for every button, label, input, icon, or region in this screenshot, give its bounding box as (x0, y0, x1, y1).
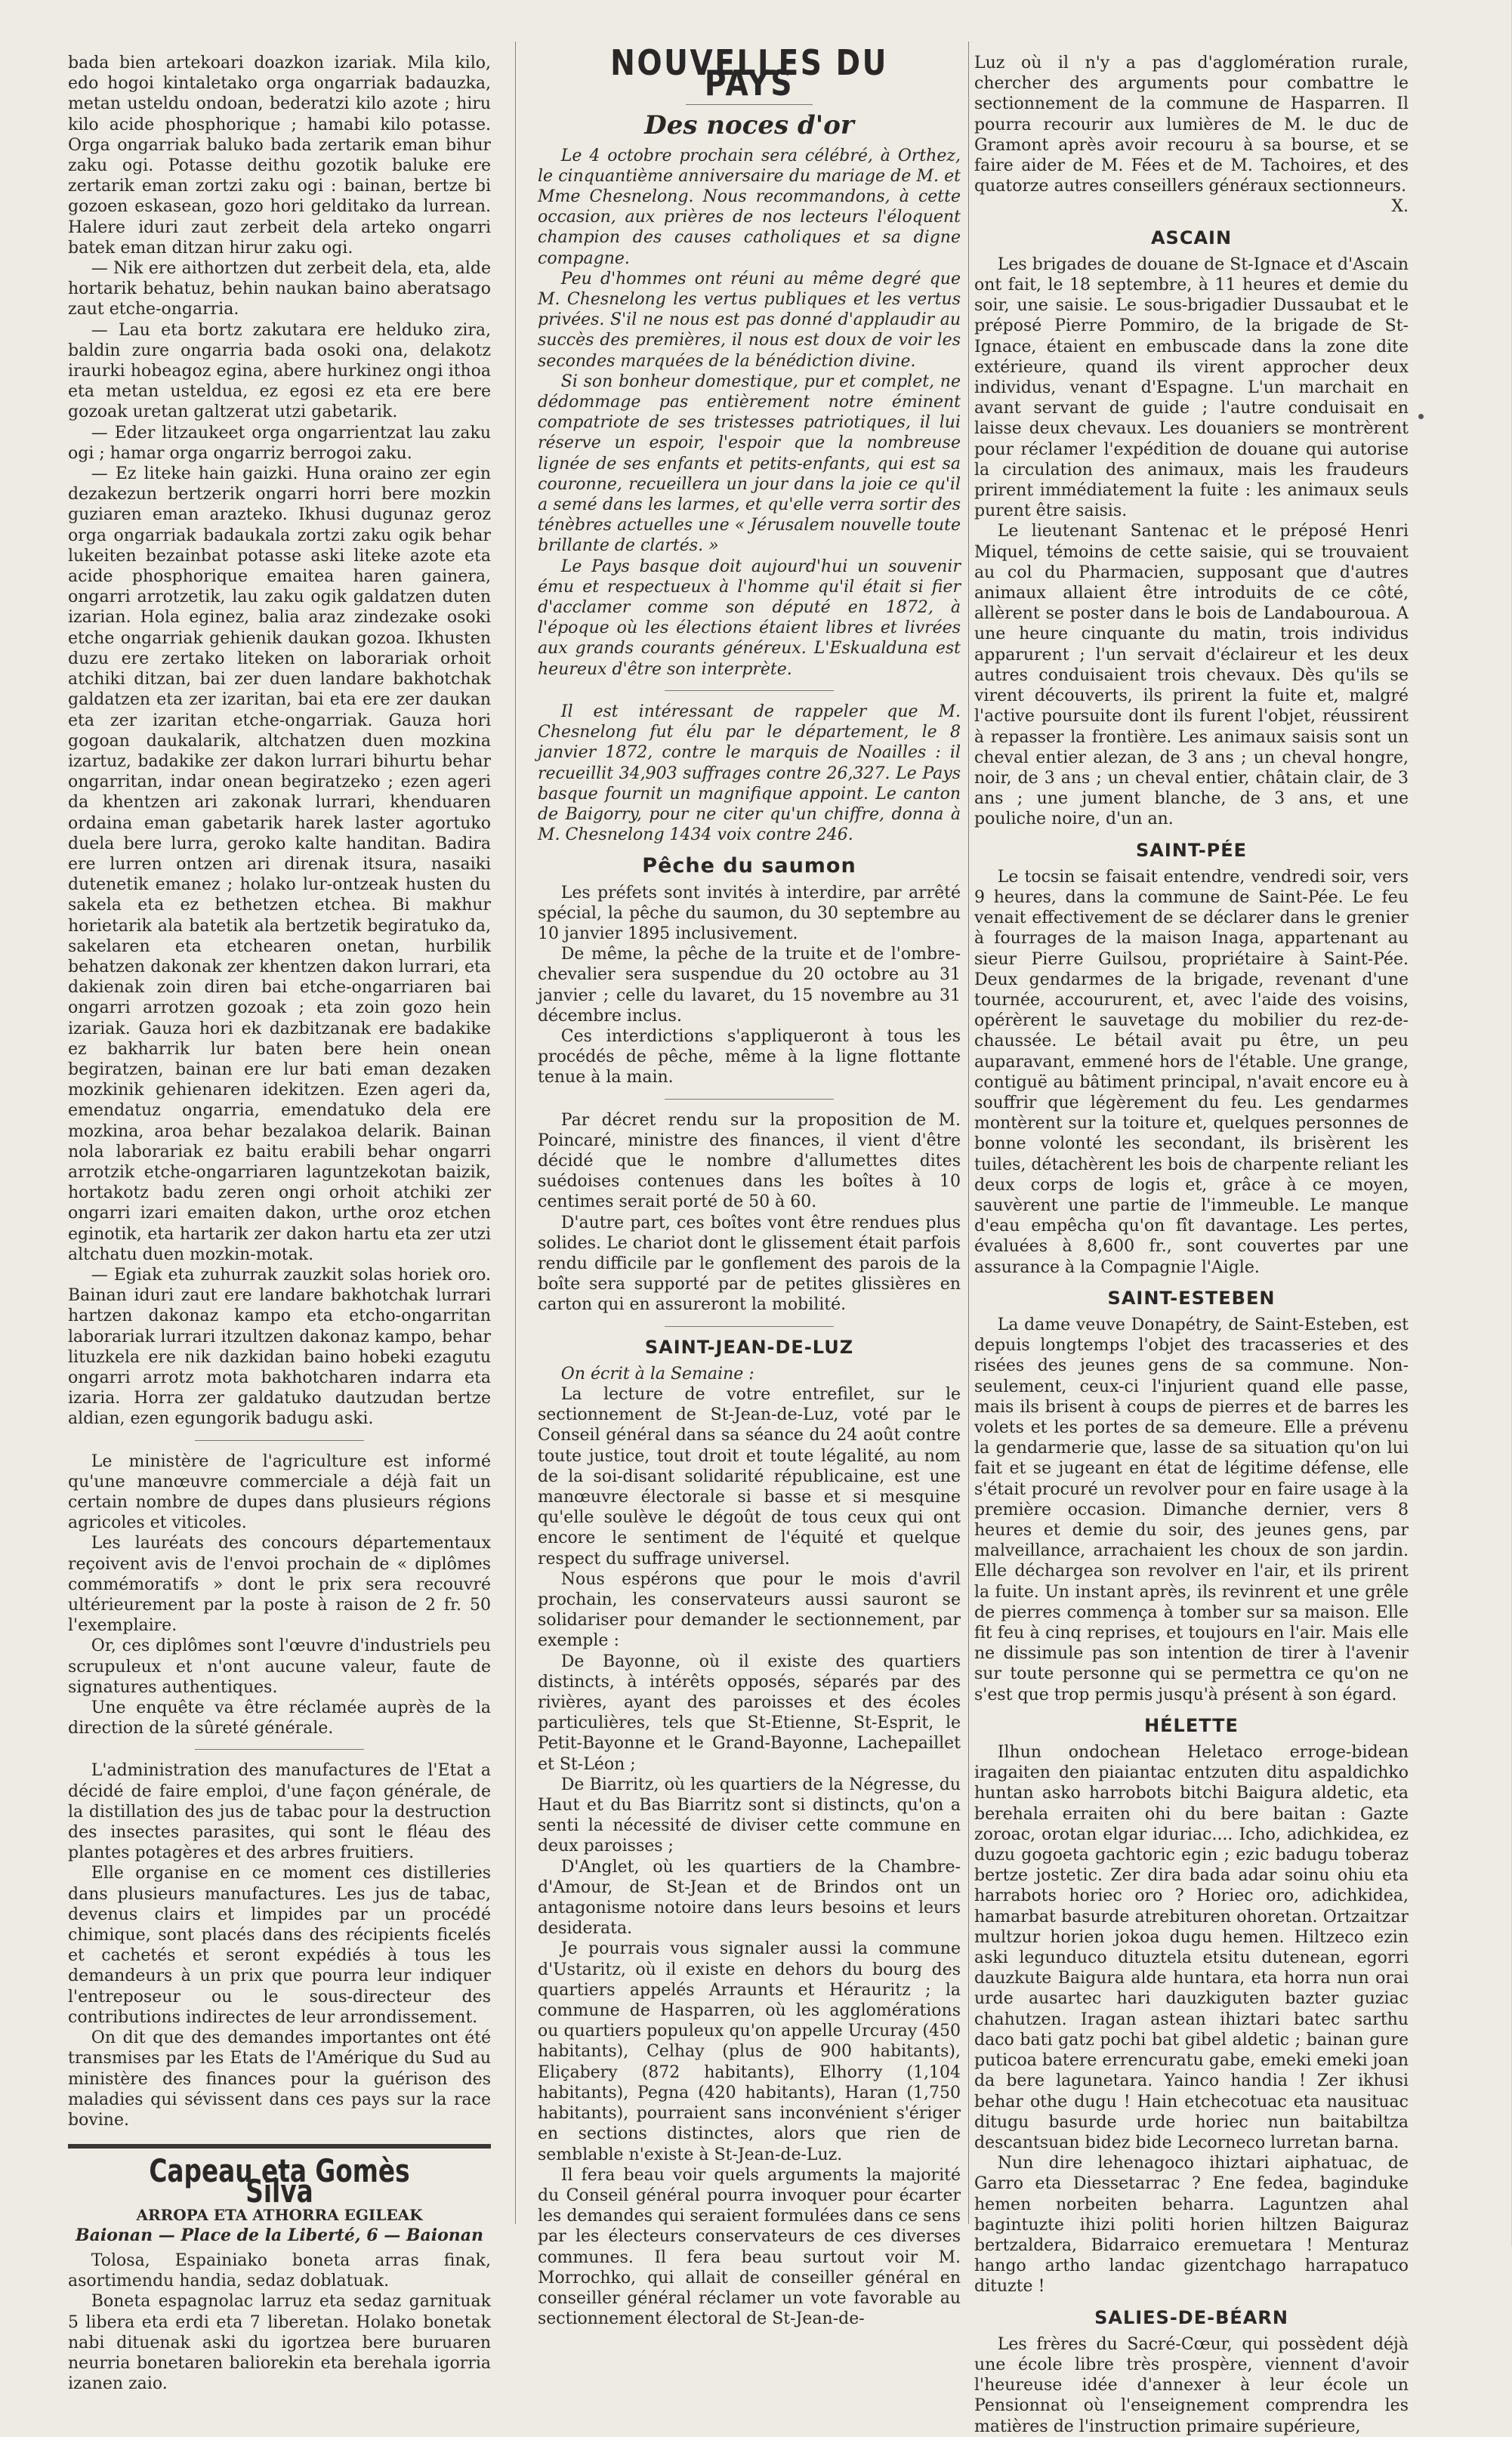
article-paragraph: D'Anglet, où les quartiers de la Chambre-d'Amour, de St-Jean et de Brindos ont un antagonisme notoire dans leurs besoins et leurs desiderata. (538, 1857, 961, 1939)
column-right (974, 53, 1409, 2436)
article-paragraph: Ces interdictions s'appliqueront à tous les procédés de pêche, même à la ligne flottante tenue à la main. (538, 1026, 961, 1087)
article-intro: On écrit à la Semaine : (560, 1364, 754, 1384)
advertisement-title: Capeau eta Gomès Silva (149, 2152, 410, 2210)
news-paragraph: L'administration des manufactures de l'Etat a décidé de faire emploi, d'une façon générale, de la distillation des jus de tabac pour la destruction des insectes parasites, qui sont le fléau des plantes potagères et des arbres fruitiers. (68, 1761, 491, 1863)
divider (195, 1749, 364, 1750)
ad-divider (68, 2144, 491, 2149)
article-paragraph: Le tocsin se faisait entendre, vendredi soir, vers 9 heures, dans la commune de Saint-Pée. Le feu venait effectivement de se déclarer dans le grenier à fourrages de la maison Inaga, appartenant au sieur Pierre Guilsou, propriétaire à Saint-Pée. Deux gendarmes de la brigade, revenant d'une tournée, accoururent, et, avec l'aide des voisins, opérèrent le sauvetage du mobilier du rez-de-chaussée. Le bétail avait pu être, un peu auparavant, emmené hors de l'étable. Une grange, contiguë au bâtiment principal, n'avait encore eu à souffrir que légèrement du feu. Les gendarmes montèrent sur la toiture et, quelques personnes de bonne volonté les secondant, ils brisèrent les tuiles, détachèrent les bois de charpente reliant les deux corps de logis et, grâce à ce moyen, sauvèrent une partie de l'immeuble. Le manque d'eau empêcha qu'on fît davantage. Les pertes, évaluées à 8,600 fr., sont couvertes par une assurance à la Compagnie l'Aigle. (974, 867, 1409, 1277)
article-paragraph: Le 4 octobre prochain sera célébré, à Orthez, le cinquantième anniversaire du mariage de M. et Mme Chesnelong. Nous recommandons, à cette occasion, aux prières de nos lecteurs l'éloquent champion des causes catholiques et sa digne compagne. (538, 146, 961, 268)
article-paragraph: Nun dire lehenagoco ihiztari aiphatuac, de Garro eta Diessetarrac ? Ene fedea, baginduke hemen norbeiten beharra. Laguntzen ahal bagintuzte ihizi politi horien hiltzen Baiguraz bertzaldera, Bidarraico eremuetara ! Menturaz hango artho landac gizentchago harrapatuco dituzte ! (974, 2154, 1409, 2297)
advertisement-subtitle: ARROPA ETA ATHORRA EGILEAK (136, 2205, 423, 2224)
advertisement-text: Tolosa, Espainiako boneta arras finak, asortimendu handia, sedaz doblatuak. (68, 2250, 491, 2291)
article-paragraph: De même, la pêche de la truite et de l'ombre-chevalier sera suspendue du 20 octobre au 31 janvier ; celle du lavaret, du 15 novembre au 31 décembre inclus. (538, 945, 961, 1026)
divider (195, 1440, 364, 1441)
news-paragraph: Les lauréats des concours départementaux reçoivent avis de l'envoi prochain de « diplômes commémoratifs » dont le prix sera recouvré ultérieurement par la poste à raison de 2 fr. 50 l'exemplaire. (68, 1534, 491, 1636)
basque-article-paragraph: — Eder litzaukeet orga ongarrientzat lau zaku ogi ; hamar orga ongarriz berrogoi zaku. (68, 423, 491, 463)
column-rule-right (968, 42, 969, 2224)
article-paragraph: Ilhun ondochean Heletaco erroge-bidean iragaiten den piaiantac entzuten ditu aspaldichko huntan asko harrobots bitchi Baigura aldetic, eta berehala erraiten ohi du bere baitan : Gazte zoroac, orotan elgar iduriac.... Icho, adichkidea, ez duzu gogoeta gachtoric egin ; ezic badugu toberaz bertze jostetic. Zer dira bada adar soinu ohiu eta harrabots horiec oro ? Horiec oro, adichkidea, hamarbat basurde atrebituren ohoretan. Ortzaitzar multzur horien jokoa dugu hemen. Hiltzeco ezin aski legunduco dituztela etsitu dutenean, egorri dauzkute Baigura alde huntara, eta horra nun orai urde ausartec hari dauzkiguten bazter guziac chahutzen. Iragan astean ihiztari batec sarthu daco bati gatz pochi bat gibel aldetic ; bainan gure puticoa batere errencuratu gabe, emeki emeki joan da bere lagunetara. Yainco handia ! Zer ikhusi behar othe dugu ! Hain etchecotuac eta nausituac ditugu basurde urde horiec nun baitabiltza descantsuan bidez bide Lecorneco lurretan barna. (974, 1743, 1409, 2152)
article-heading: SAINT-JEAN-DE-LUZ (644, 1336, 854, 1358)
article-heading: ASCAIN (1150, 227, 1233, 248)
news-paragraph: On dit que des demandes importantes ont été transmises par les Etats de l'Amérique du Sud au ministère des finances pour la guérison des maladies qui sévissent dans ces pays sur la race bovine. (68, 2028, 491, 2130)
basque-article-paragraph: — Lau eta bortz zakutara ere helduko zira, baldin zure ongarria bada osoki ona, delakotz iraurki hobeagoz egina, abere hurkinez ongi ithoa eta metan usteldua, ez egosi ez eta ere bere gozoak uretan galtzerat utzi gabetarik. (68, 320, 491, 422)
article-paragraph: La lecture de votre entrefilet, sur le sectionnement de St-Jean-de-Luz, voté par le Conseil général dans sa séance du 24 août contre toute justice, tout droit et toute légalité, au nom de la soi-disant solidarité républicaine, est une manœuvre électorale si basse et si mesquine qu'elle soulève le dégoût de tous ceux qui ont encore le sentiment de l'équité et quelque respect du suffrage universel. (538, 1384, 961, 1569)
basque-article-paragraph: bada bien artekoari doazkon izariak. Mila kilo, edo hogoi kintaletako orga ongarriak badauzka, metan usteldu ondoan, bederatzi kilo azote ; hiru kilo acide phosphorique ; hamabi kilo potasse. Orga ongarriak baluko bada zertarik eman bihur zaku ogi. Potasse deithu gozotik baluke ere zertarik eman zortzi zaku ogi : bainan, bertze bi gozoen eskasean, gozo hori gelditako da lurrean. Halere iduri zaut zerbeit dela arteko ongarri batek eman ditzan hirur zaku ogi. (68, 54, 491, 258)
column-middle (538, 42, 961, 2329)
ink-spot (1418, 414, 1424, 419)
article-heading: Des noces d'or (644, 110, 854, 141)
article-paragraph: Les frères du Sacré-Cœur, qui possèdent déjà une école libre très prospère, viennent d'avoir l'heureuse idée d'annexer à leur école un Pensionnat où l'enseignement comprendra les matières de l'instruction primaire supérieure, (974, 2334, 1409, 2436)
basque-article-paragraph: — Egiak eta zuhurrak zauzkit solas horiek oro. Bainan iduri zaut ere landare bakhotchak lurrari hartzen dakonaz kampo eta etcho-ongarritan laborariak lurrari itzultzen dakonaz kampo, behar lituzkela ere nik dazkidan baino hobeki ezagutu ongarri arrotz mota bakhotcharen indarra eta izaria. Horra zer galdatuko dautzudan bertze aldian, ezen egungorik badugu aski. (68, 1265, 491, 1429)
news-paragraph: Une enquête va être réclamée auprès de la direction de la sûreté générale. (68, 1698, 491, 1738)
column-rule-left (515, 42, 516, 2224)
article-paragraph: D'autre part, ces boîtes vont être rendues plus solides. Le chariot dont le glissement était parfois rendu difficile par le gonflement des parois de la boîte sera supporté par de petites glissières en carton qui en assureront la mobilité. (538, 1213, 961, 1315)
article-paragraph: Il fera beau voir quels arguments la majorité du Conseil général pourra invoquer pour écarter les demandes qui seraient formulées dans ce sens par les électeurs conservateurs de ces diverses communes. Il fera beau surtout voir M. Morrochko, qui allait de conseiller général en conseiller général réclamer un vote favorable au sectionnement électoral de St-Jean-de- (538, 2165, 961, 2329)
article-heading: SAINT-PÉE (1135, 839, 1248, 861)
article-heading: HÉLETTE (1144, 1714, 1239, 1736)
article-heading: SAINT-ESTEBEN (1107, 1287, 1276, 1309)
article-paragraph: Par décret rendu sur la proposition de M. Poincaré, ministre des finances, il vient d'être décidé que le nombre d'allumettes dites suédoises contenues dans les boîtes à 10 centimes serait porté de 50 à 60. (538, 1110, 961, 1212)
divider (686, 104, 813, 105)
article-paragraph: Je pourrais vous signaler aussi la commune d'Ustaritz, où il existe en dehors du bourg des quartiers appelés Arraunts et Hérauritz ; la commune de Hasparren, où les agglomérations ou quartiers populeux qu'on appelle Urcuray (450 habitants), Celhay (plus de 900 habitants), Eliçabery (872 habitants), Elhorry (1,104 habitants), Pegna (420 habitants), Haran (1,750 habitants), pourraient sans inconvénient s'ériger en sections distinctes, alors que rien de semblable n'existe à St-Jean-de-Luz. (538, 1939, 961, 2164)
section-title: NOUVELLES DU PAYS (610, 42, 888, 104)
article-paragraph: De Bayonne, où il existe des quartiers distincts, à intérêts opposés, séparés par des rivières, ayant des paroisses et des écoles particulières, tels que St-Etienne, St-Esprit, le Petit-Bayonne et le Grand-Bayonne, Lachepaillet et St-Léon ; (538, 1652, 961, 1774)
article-paragraph: Nous espérons que pour le mois d'avril prochain, les conservateurs aussi sauront se solidariser pour demander le sectionnement, par exemple : (538, 1569, 961, 1651)
article-paragraph: Peu d'hommes ont réuni au même degré que M. Chesnelong les vertus publiques et les vertus privées. S'il ne nous est pas donné d'applaudir au succès des premières, il nous est doux de voir les secondes marquées de la bénédiction divine. (538, 269, 961, 371)
article-paragraph: Luz où il n'y a pas d'agglomération rurale, chercher des arguments pour combattre le sectionnement de la commune de Hasparren. Il pourra recourir aux lumières de M. le duc de Gramont après avoir recouru à sa bourse, et se faire aider de M. Fées et de M. Tachoires, et des quatorze autres conseillers généraux sectionneurs. (974, 54, 1409, 196)
column-left (68, 53, 491, 2394)
article-heading: SALIES-DE-BÉARN (1094, 2306, 1288, 2328)
advertisement-text: Boneta espagnolac larruz eta sedaz garnituak 5 libera eta erdi eta 7 liberetan. Holako bonetak nabi dituenak aski du igortzea bere buruaren neurria bonetaren baliorekin eta berehala igorria izanen zaio. (68, 2292, 491, 2394)
article-heading: Pêche du saumon (642, 854, 856, 878)
signature: X. (1391, 197, 1409, 217)
divider (665, 1326, 834, 1327)
article-paragraph: De Biarritz, où les quartiers de la Négresse, du Haut et du Bas Biarritz sont si distincts, qu'on a senti la nécessité de diviser cette commune en deux paroisses ; (538, 1775, 961, 1856)
divider (665, 690, 834, 691)
divider (665, 1099, 834, 1100)
article-paragraph: La dame veuve Donapétry, de Saint-Esteben, est depuis longtemps l'objet des tracasseries et des risées des jeunes gens de sa commune. Non-seulement, ceux-ci l'injurient quand elle passe, mais ils brisent à coups de pierres et de barres les volets et les portes de sa demeure. Elle a prévenu la gendarmerie que, lasse de sa situation qu'on lui fait et se jugeant en état de légitime défense, elle s'était procuré un revolver pour en faire usage à la première occasion. Dimanche dernier, vers 8 heures et demie du soir, des jeunes gens, par malveillance, arrachaient les choux de son jardin. Elle déchargea son revolver en l'air, et ils prirent la fuite. Un instant après, ils revinrent et une grêle de pierres commença à tomber sur sa maison. Elle fit feu à cinq reprises, et toujours en l'air. Mais elle ne dissimule pas son intention de tirer à l'avenir sur toute personne qui se permettra ce qu'on ne s'est que trop permis jusqu'à présent à son égard. (974, 1315, 1409, 1704)
article-paragraph: Les brigades de douane de St-Ignace et d'Ascain ont fait, le 18 septembre, à 11 heures et demie du soir, une saisie. Le sous-brigadier Dussaubat et le préposé Pierre Pommiro, de la brigade de St-Ignace, étaient en embuscade dans la zone dite extérieure, quand ils virent approcher deux individus, venant d'Espagne. L'un marchait en avant servant de guide ; l'autre conduisait en laisse deux chevaux. Les douaniers se montrèrent pour réclamer l'expédition de douane qui autorise la circulation des animaux, mais les fraudeurs prirent immédiatement la fuite : les animaux seuls purent être saisis. (974, 254, 1409, 521)
article-paragraph: Le Pays basque doit aujourd'hui un souvenir ému et respectueux à l'homme qu'il était si fier d'acclamer comme son député en 1872, à l'époque où les élections étaient libres et livrées aux grands courants généreux. L'Eskualduna est heureux d'être son interprète. (538, 557, 961, 679)
advertisement-address: Baionan — Place de la Liberté, 6 — Baionan (76, 2225, 483, 2245)
article-paragraph: Si son bonheur domestique, pur et complet, ne dédommage pas entièrement notre éminent compatriote de ses tristesses patriotiques, il lui réserve un espoir, l'espoir que la nombreuse lignée de ses enfants et petits-enfants, qui est sa couronne, recueillera un jour dans la joie ce qu'il a semé dans les larmes, et qu'elle verra sortir des ténèbres actuelles une « Jérusalem nouvelle toute brillante de clartés. » (538, 372, 961, 556)
basque-article-paragraph: — Ez liteke hain gaizki. Huna oraino zer egin dezakezun bertzerik ongarri horri bere mozkin guziaren eman arazteko. Ikhusi dugunaz geroz orga ongarriak badaukala zortzi zaku ogik behar lukeiten bezainbat potasse aski liteke azote eta acide phosphorique emaitea haren gainera, ongarri arrotzetik, lau zaku ogik galdatzen duten izarian. Hola eginez, balia araz zindezake osoki etche ongarriak gehienik daukan gozoa. Ikhusten duzu ere zertako liteken on laborariak orhoit atchiki ditzan, bai zer duen landare bakhotchak galdatzen eta zer izaritan, bai eta ere zer daukan eta zer izaritan etche-ongarriak. Gauza hori gogoan daukalarik, altchatzen duen mozkina izartuz, badakike zer dakon lurrari bihurtu behar ongarritan, indar onean begiratzeko ; ezen ageri da khentzen ari zakonak lurrari, khenduaren ordaina eman gabetarik harek laster agortuko duela bere lurra, geroko kalte handitan. Badira ere lurren ontzen ari direnak itsura, nasaiki dutenetik emanez ; holako lur-ontzeak husten du sakela eta ez bethetzen etchea. Bi makhur horietarik ala batetik ala bertzetik begiratuko da, sakelaren eta etchearen onetan, hurbilik behatzen dakonak zer khentzen dakon lurrari, eta dakienak zoin diren bai etche-ongarriaren bai ongarri arrotzen gozoak ; eta zoin gozo hein izariak. Gauza hori ek dazbitzanak ere badakike ez bakharrik lur baten bere hein onean begiratzen, bainan ere lur bati eman dezaken mozkinik gehienaren idekitzen. Ezen ageri da, emendatuz ongarria, emendatuko dela ere mozkina, aroa behar bezalakoa delarik. Bainan nola laborariak ez baitu erabili behar ongarri arrotzik etche-ongarriaren laguntzekotan baizik, hortakotz badu zeren ongi orhoit atchiki zer ongarri izari emaiten dakon, urthe oroz etchen eginotik, eta hartarik zer dakon hartu eta zer utzi altchatu duen mozkin-motak. (68, 464, 491, 1264)
basque-article-paragraph: — Nik ere aithortzen dut zerbeit dela, eta, alde hortarik behatuz, behin naukan baino aberatsago zaut etche-ongarria. (68, 259, 491, 319)
article-paragraph: Le lieutenant Santenac et le préposé Henri Miquel, témoins de cette saisie, qui se trouvaient au col du Pharmacien, supposant que d'autres animaux allaient être introduits de ce côté, allèrent se poster dans le bois de Landabouroua. A une heure cinquante du matin, trois individus apparurent ; l'un servait d'éclaireur et les deux autres conduisaient trois chevaux. Dès qu'ils se virent découverts, ils prirent la fuite et, malgré l'active poursuite dont ils furent l'objet, réussirent à repasser la frontière. Les animaux saisis sont un cheval entier alezan, de 3 ans ; un cheval hongre, noir, de 3 ans ; un cheval entier, châtain clair, de 3 ans ; une jument blanche, de 3 ans, et une pouliche noire, d'un an. (974, 522, 1409, 829)
article-paragraph: Il est intéressant de rappeler que M. Chesnelong fut élu par le département, le 8 janvier 1872, contre le marquis de Noailles : il recueillit 34,903 suffrages contre 26,327. Le Pays basque fournit un magnifique appoint. Le canton de Baigorry, pour ne citer qu'un chiffre, donna à M. Chesnelong 1434 voix contre 246. (538, 702, 961, 845)
news-paragraph: Elle organise en ce moment ces distilleries dans plusieurs manufactures. Les jus de tabac, devenus clairs et limpides par un procédé chimique, sont placés dans des récipients ficelés et cachetés et seront expédiés à tous les demandeurs à un prix que pourra leur indiquer l'entreposeur ou le sous-directeur des contributions indirectes de leur arrondissement. (68, 1864, 491, 2027)
news-paragraph: Le ministère de l'agriculture est informé qu'une manœuvre commerciale a déjà fait un certain nombre de dupes dans plusieurs régions agricoles et viticoles. (68, 1451, 491, 1533)
news-paragraph: Or, ces diplômes sont l'œuvre d'industriels peu scrupuleux et n'ont aucune valeur, faute de signatures authentiques. (68, 1636, 491, 1697)
article-paragraph: Les préfets sont invités à interdire, par arrêté spécial, la pêche du saumon, du 30 septembre au 10 janvier 1895 inclusivement. (538, 883, 961, 943)
